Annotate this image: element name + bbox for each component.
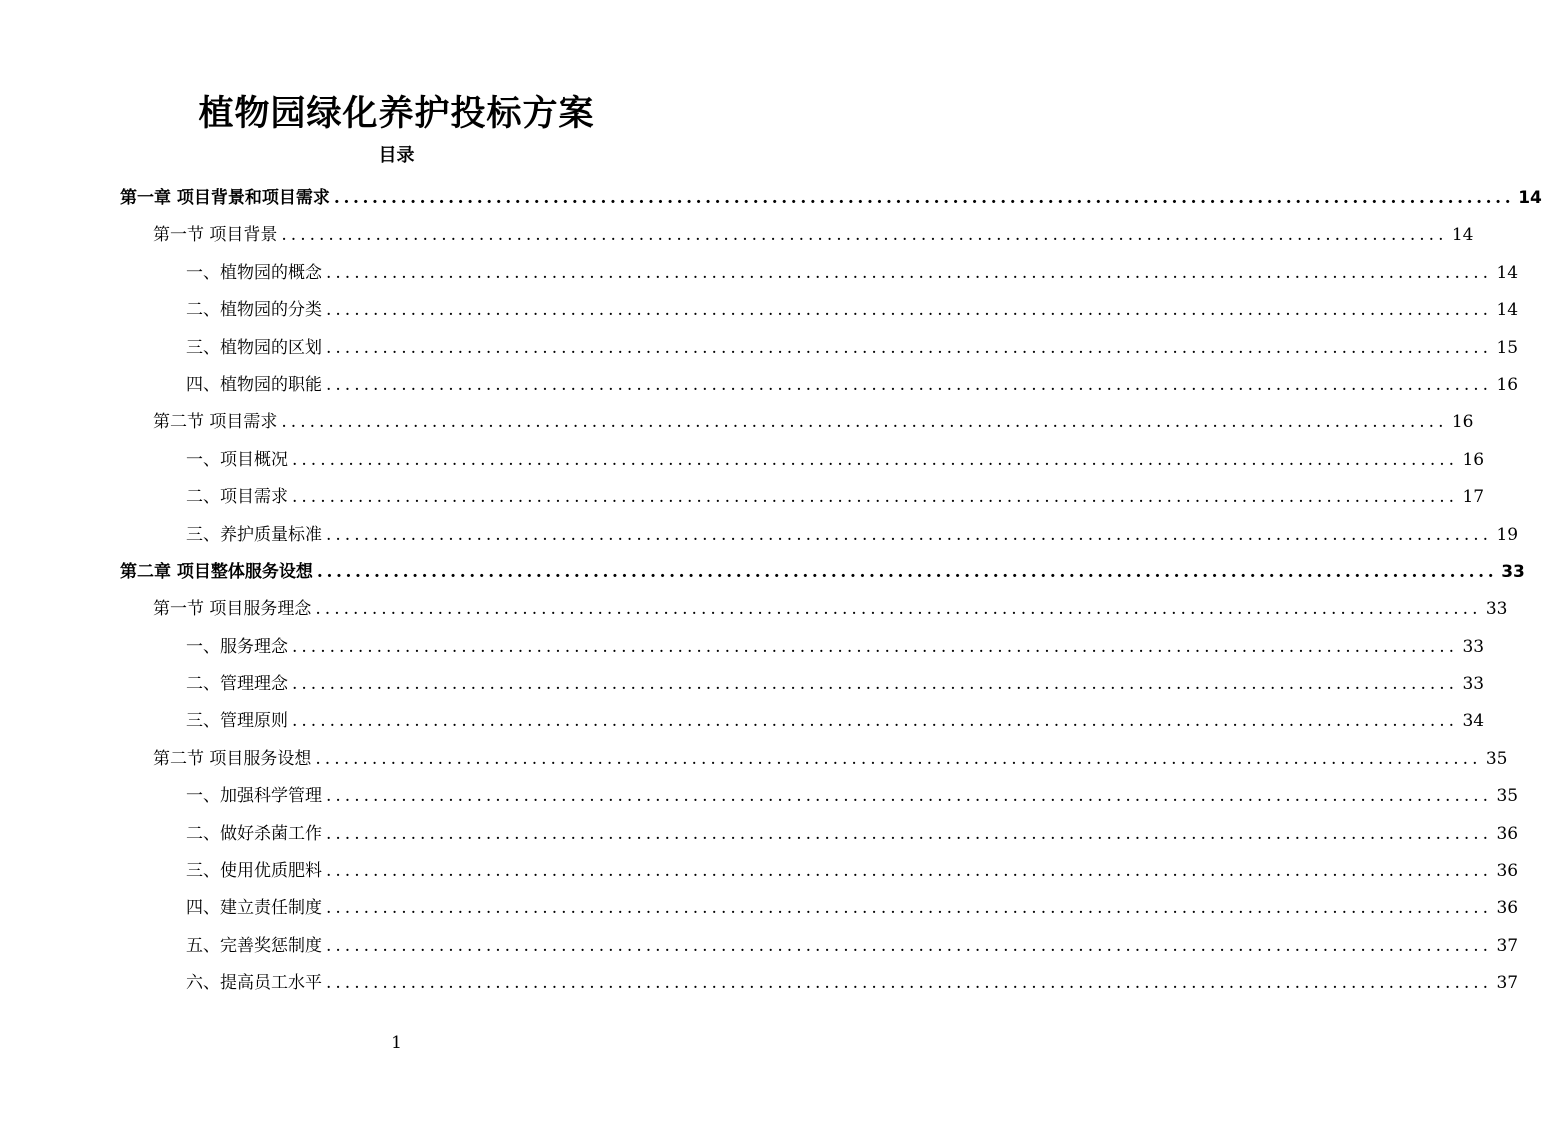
toc-entry-label: 二、管理理念 [186, 674, 288, 695]
toc-entry-label: 第一节 项目服务理念 [153, 599, 312, 620]
toc-entry-label: 第二节 项目服务设想 [153, 748, 312, 769]
toc-entry[interactable] [0, 367, 1519, 404]
toc-leader: ............................................................................................................................ [333, 188, 1515, 208]
toc-entry[interactable] [0, 778, 1519, 815]
toc-leader: ............................................................................................................................ [326, 374, 1493, 395]
toc-leader: ............................................................................................................................ [326, 786, 1493, 807]
toc-entry[interactable] [0, 517, 1519, 554]
toc-entry[interactable] [0, 479, 1485, 516]
toc-entry-page: 17 [1462, 487, 1485, 508]
toc-entry-label: 一、服务理念 [186, 636, 288, 657]
toc-leader: ............................................................................................................................ [292, 674, 1459, 695]
toc-leader: ............................................................................................................................ [316, 561, 1498, 582]
toc-entry-page: 36 [1496, 898, 1519, 919]
toc-entry-label: 一、加强科学管理 [186, 786, 322, 807]
toc-entry-page: 15 [1496, 337, 1519, 358]
toc-entry-page: 34 [1462, 711, 1485, 732]
toc-entry[interactable] [0, 292, 1519, 329]
toc-entry-label: 第一节 项目背景 [153, 225, 278, 246]
toc-entry-label: 五、完善奖惩制度 [186, 935, 322, 956]
toc-entry[interactable] [0, 591, 1508, 628]
toc-entry-page: 16 [1462, 449, 1485, 470]
toc-entry[interactable] [0, 853, 1519, 890]
toc-entry[interactable] [0, 554, 1525, 591]
toc-entry-page: 37 [1496, 973, 1519, 994]
toc-entry[interactable] [0, 255, 1519, 292]
page-number: 1 [391, 1033, 402, 1053]
toc-entry[interactable] [0, 816, 1519, 853]
toc-entry-label: 一、项目概况 [186, 449, 288, 470]
toc-leader: ............................................................................................................................ [326, 262, 1493, 283]
toc-entry-label: 四、建立责任制度 [186, 898, 322, 919]
toc-entry-label: 三、使用优质肥料 [186, 861, 322, 882]
toc-entry-label: 三、植物园的区划 [186, 337, 322, 358]
toc-leader: ............................................................................................................................ [315, 599, 1482, 620]
toc-entry-label: 第一章 项目背景和项目需求 [120, 188, 330, 208]
toc-entry-page: 14 [1496, 300, 1519, 321]
toc-entry[interactable] [0, 180, 1542, 217]
toc-entry[interactable] [0, 217, 1474, 254]
toc-entry[interactable] [0, 404, 1474, 441]
toc-entry-label: 二、做好杀菌工作 [186, 823, 322, 844]
toc-entry-label: 三、管理原则 [186, 711, 288, 732]
toc-leader: ............................................................................................................................ [326, 861, 1493, 882]
toc-entry-label: 第二章 项目整体服务设想 [120, 561, 313, 582]
toc-entry-page: 19 [1496, 524, 1519, 545]
toc-entry-page: 35 [1496, 786, 1519, 807]
toc-entry-label: 二、项目需求 [186, 487, 288, 508]
toc-leader: ............................................................................................................................ [292, 487, 1459, 508]
toc-entry[interactable] [0, 666, 1485, 703]
toc-leader: ............................................................................................................................ [326, 973, 1493, 994]
toc-entry-label: 三、养护质量标准 [186, 524, 322, 545]
toc-entry[interactable] [0, 442, 1485, 479]
toc-entry-page: 14 [1496, 262, 1519, 283]
toc-entry-page: 36 [1496, 823, 1519, 844]
toc-entry-page: 33 [1485, 599, 1508, 620]
toc-entry-page: 33 [1462, 636, 1485, 657]
toc-entry-label: 四、植物园的职能 [186, 374, 322, 395]
toc-leader: ............................................................................................................................ [326, 898, 1493, 919]
toc-entry-page: 33 [1462, 674, 1485, 695]
toc-heading: 目录 [378, 145, 415, 166]
toc-leader: ............................................................................................................................ [326, 823, 1493, 844]
toc-entry-label: 二、植物园的分类 [186, 300, 322, 321]
toc-entry[interactable] [0, 629, 1485, 666]
toc-entry-page: 16 [1496, 374, 1519, 395]
toc-entry-page: 14 [1518, 188, 1542, 208]
page-title: 植物园绿化养护投标方案 [198, 94, 595, 134]
toc-entry-label: 第二节 项目需求 [153, 412, 278, 433]
toc-leader: ............................................................................................................................ [292, 636, 1459, 657]
toc-entry[interactable] [0, 928, 1519, 965]
toc-leader: ............................................................................................................................ [292, 449, 1459, 470]
toc-entry-page: 16 [1451, 412, 1474, 433]
toc-entry-label: 六、提高员工水平 [186, 973, 322, 994]
table-of-contents [0, 180, 1542, 1003]
toc-entry-page: 36 [1496, 861, 1519, 882]
toc-leader: ............................................................................................................................ [326, 300, 1493, 321]
toc-leader: ............................................................................................................................ [281, 412, 1448, 433]
toc-entry-label: 一、植物园的概念 [186, 262, 322, 283]
toc-leader: ............................................................................................................................ [326, 337, 1493, 358]
toc-leader: ............................................................................................................................ [281, 225, 1448, 246]
toc-entry[interactable] [0, 965, 1519, 1002]
toc-entry-page: 37 [1496, 935, 1519, 956]
toc-entry-page: 35 [1485, 748, 1508, 769]
toc-entry[interactable] [0, 741, 1508, 778]
toc-leader: ............................................................................................................................ [292, 711, 1459, 732]
toc-leader: ............................................................................................................................ [315, 748, 1482, 769]
toc-entry[interactable] [0, 330, 1519, 367]
toc-entry[interactable] [0, 890, 1519, 927]
toc-entry[interactable] [0, 703, 1485, 740]
toc-leader: ............................................................................................................................ [326, 935, 1493, 956]
toc-entry-page: 33 [1501, 561, 1525, 582]
toc-leader: ............................................................................................................................ [326, 524, 1493, 545]
toc-entry-page: 14 [1451, 225, 1474, 246]
